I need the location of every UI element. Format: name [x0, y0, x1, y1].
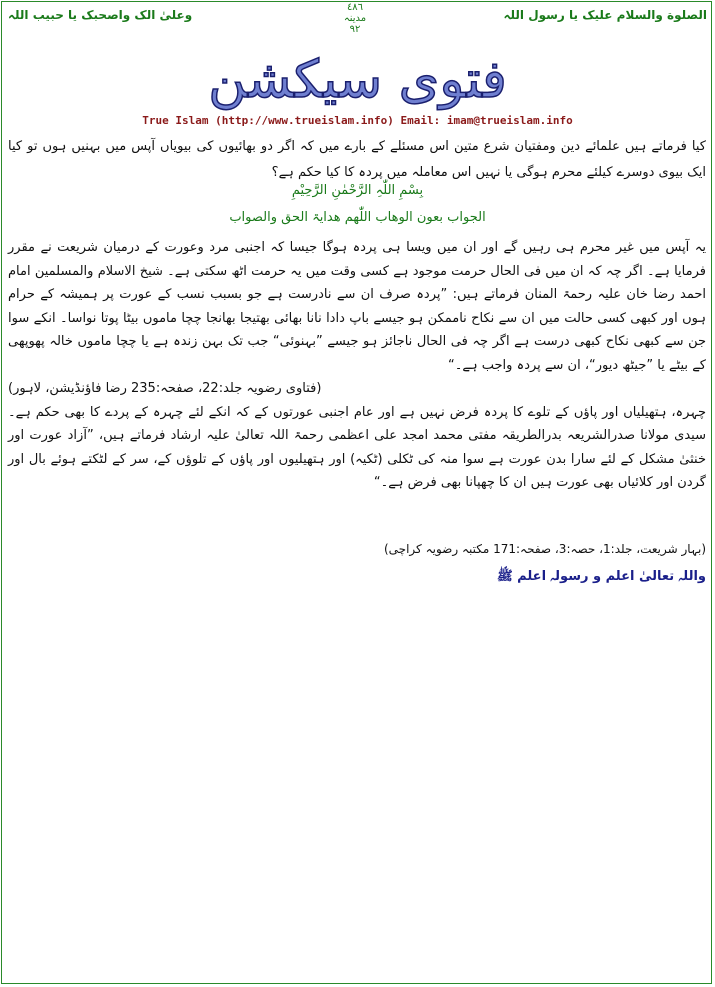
- page-number-bottom: ٩٢: [349, 24, 361, 35]
- answer-paragraph-1: یہ آپس میں غیر محرم ہی رہیں گے اور ان میں ویسا ہی پردہ ہوگا جیسا کہ اجنبی مرد وعورت کے درمیان شریعت نے مقرر فرمایا ہے۔ اگر چہ کہ ان میں فی الحال حرمت موجود ہے کسی وقت میں یہ حرمت اٹھ سکتی ہے۔ شیخ الاسلام والمسلمین امام احمد رضا خان علیہ رحمۃ المنان فرماتے ہیں: ”پردہ صرف ان سے نادرست ہے جو بسبب نسب کے عورت پر ہمیشہ کے حرام ہوں اور کبھی کسی حالت میں ان سے نکاح ناممکن ہو جیسے باپ دادا نانا بھائی بھتیجا بھانجا چچا ماموں بیٹا پوتا نواسا۔ انکے سوا جن سے کبھی نکاح کبھی درست ہے اگر چہ فی الحال ناجائز ہو جیسے ”بہنوئی“ جب تک بہن زندہ ہے یا چچا ماموں خالہ پھوپھی کے بیٹے یا ”جیٹھ دیور“، ان سے پردہ واجب ہے۔“: [8, 240, 706, 373]
- closing-line: واللہ تعالیٰ اعلم و رسولہ اعلم ﷺ: [496, 569, 706, 584]
- salutation-right: الصلوة والسلام علیک یا رسول اللہ: [503, 8, 707, 22]
- reference-fatawa-rizwiya: (فتاوی رضویہ جلد:22، صفحہ:235 رضا فاؤنڈیشن، لاہور): [8, 381, 322, 396]
- answer-section: [8, 236, 706, 495]
- page-number: [335, 2, 375, 35]
- page-label: مدینہ: [343, 13, 367, 24]
- bismillah: بِسْمِ اللّٰہِ الرَّحْمٰنِ الرَّحِیْمِ: [291, 183, 424, 198]
- reference-bahar-e-shariat: (بہار شریعت، جلد:1، حصہ:3، صفحہ:171 مکتبہ رضویہ کراچی): [384, 542, 706, 556]
- page-number-top: ٤٨٦: [346, 2, 364, 13]
- page-title: فتوی سیکشن: [208, 50, 507, 110]
- jawab-heading: الجواب بعون الوھاب اللّٰھم ھدایۃ الحق والصواب: [229, 210, 486, 225]
- contact-line: True Islam (http://www.trueislam.info) Email: imam@trueislam.info: [142, 114, 573, 127]
- answer-paragraph-2: چہرہ، ہتھیلیاں اور پاؤں کے تلوے کا پردہ فرض نہیں ہے اور عام اجنبی عورتوں کے کہ انکے لئے چہرہ کے پردے کا بھی حکم ہے۔ سیدی مولانا صدرالشریعہ بدرالطریقہ مفتی محمد امجد علی اعظمی رحمۃ اللہ تعالیٰ علیہ ارشاد فرماتے ہیں، ”آزاد عورت اور خنثیٰ مشکل کے لئے سارا بدن عورت ہے سوا منہ کی ٹکلی (ٹکیہ) اور ہتھیلیوں اور پاؤں کے تلوؤں کے، سر کے لٹکتے ہوئے بال اور گردن اور کلائیاں بھی عورت ہیں ان کا چھپانا بھی فرض ہے۔“: [8, 404, 706, 490]
- question-text: کیا فرماتے ہیں علمائے دین ومفتیان شرع متین اس مسئلے کے بارے میں کہ اگر دو بھائیوں کی بیویاں آپس میں بہنیں ہوں تو کیا ایک بیوی دوسرے کیلئے محرم ہوگی یا نہیں اس معاملہ میں پردہ کا کیا حکم ہے؟: [8, 139, 706, 180]
- salutation-left: وعلیٰ الک واصحبک یا حبیب اللہ: [8, 8, 193, 22]
